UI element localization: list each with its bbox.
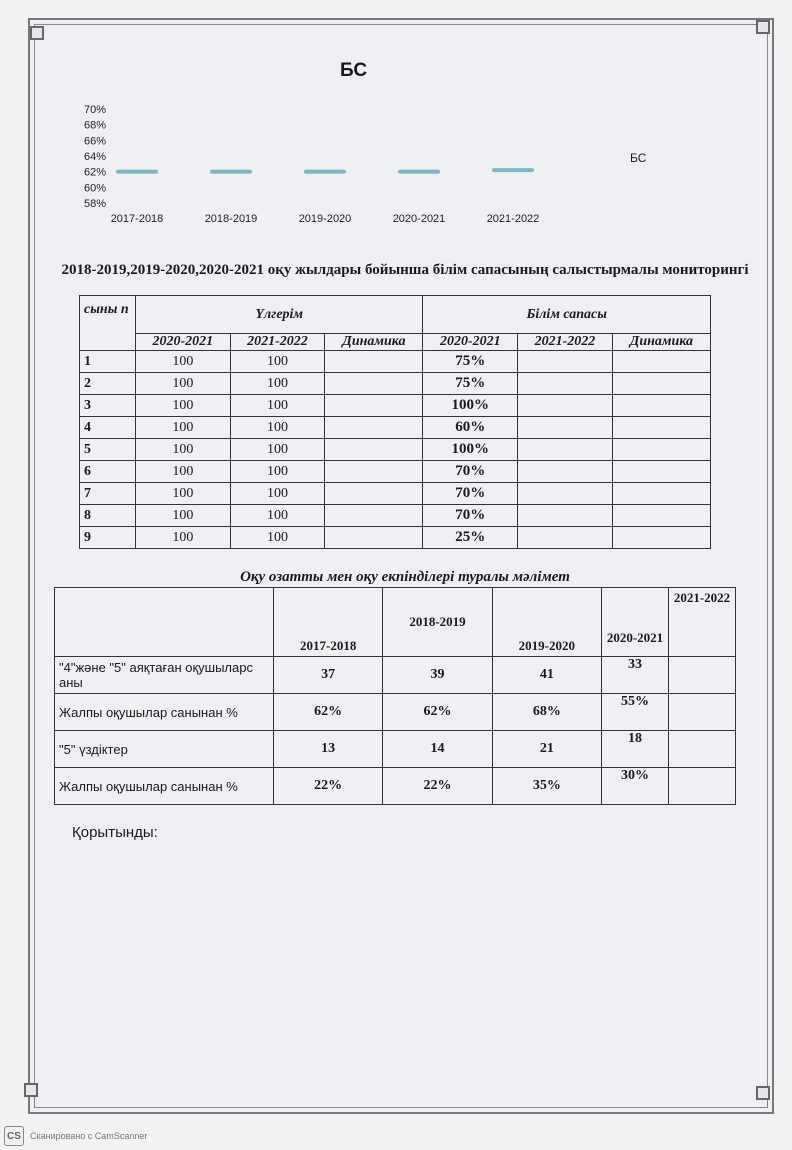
sub-header: 2021-2022 [518,334,613,351]
table-cell [325,483,423,505]
table2-title: Оқу озатты мен оқу екпінділері туралы мәлімет [240,569,570,585]
sub-header: 2020-2021 [136,334,231,351]
table-cell: 100 [230,461,325,483]
scanner-text: Сканировано с CamScanner [30,1131,148,1141]
table-cell: 6 [80,461,136,483]
table-cell: 100 [230,505,325,527]
table-cell: 100 [136,527,231,549]
table-cell: 70% [423,461,518,483]
table-cell: 100 [136,461,231,483]
year-header: 2020-2021 [602,588,669,657]
table-cell: 37 [274,657,383,694]
table-cell: 22% [274,768,383,805]
table-cell: 18 [602,731,669,768]
table-cell: 25% [423,527,518,549]
table-cell: 100 [230,439,325,461]
table-cell [612,505,710,527]
table-cell [612,351,710,373]
year-header: 2018-2019 [383,588,492,657]
table-cell: 100 [136,351,231,373]
table-cell [612,461,710,483]
x-tick-label: 2021-2022 [486,213,540,225]
table-cell [325,505,423,527]
table-cell [612,483,710,505]
col-class-header: сыны п [80,296,136,351]
row-label: Жалпы оқушылар санынан % [55,768,274,805]
table-cell: 4 [80,417,136,439]
chart-title: БС [340,60,368,81]
table-row [80,461,711,483]
table-cell: 70% [423,483,518,505]
table-cell: 100 [136,505,231,527]
y-tick-label: 62% [84,166,107,179]
x-tick-label: 2017-2018 [110,213,164,225]
table-cell: 55% [602,694,669,731]
table-cell: 9 [80,527,136,549]
year-header: 2019-2020 [492,588,601,657]
x-tick-label: 2019-2020 [298,213,352,225]
sheet-corner [756,20,770,34]
table-row [55,768,736,805]
table-cell [325,439,423,461]
table-cell [612,527,710,549]
x-tick-label: 2018-2019 [204,213,258,225]
year-header: 2021-2022 [669,588,736,657]
table-cell: 75% [423,351,518,373]
table-cell [612,373,710,395]
group-quality-header: Білім сапасы [423,296,711,334]
table-cell: 8 [80,505,136,527]
sheet-corner [30,26,44,40]
table-cell [518,483,613,505]
table-cell: 100% [423,395,518,417]
table-cell: 100 [230,527,325,549]
quality-monitoring-table [79,295,711,549]
y-tick-label: 70% [84,104,107,116]
sheet-corner [756,1086,770,1100]
table-row [80,483,711,505]
table-row [80,439,711,461]
sub-header: 2020-2021 [423,334,518,351]
table-cell: 68% [492,694,601,731]
table-cell: 41 [492,657,601,694]
table-cell: 1 [80,351,136,373]
table-cell: 35% [492,768,601,805]
table-cell: 100 [230,373,325,395]
table-cell [518,439,613,461]
table-cell: 39 [383,657,492,694]
table-cell: 21 [492,731,601,768]
table-cell: 100 [230,483,325,505]
table-cell: 5 [80,439,136,461]
table-row [80,417,711,439]
x-tick-label: 2020-2021 [392,213,446,225]
table-cell: 100 [136,439,231,461]
table-cell [669,694,736,731]
table-row [55,731,736,768]
row-label: "5" үздіктер [55,731,274,768]
table-cell [518,505,613,527]
group-performance-header: Үлгерім [136,296,423,334]
row-label: "4"және "5" аяқтаған оқушыларс аны [55,657,274,694]
table-cell: 7 [80,483,136,505]
sub-header: 2021-2022 [230,334,325,351]
sheet-corner [24,1083,38,1097]
row-label: Жалпы оқушылар санынан % [55,694,274,731]
table-cell: 14 [383,731,492,768]
table-cell: 75% [423,373,518,395]
table-cell: 100 [230,395,325,417]
table-cell [518,351,613,373]
table1-title: 2018-2019,2019-2020,2020-2021 оқу жылдары бойынша білім сапасының салыстырмалы мониторингі [61,262,749,278]
table-cell: 60% [423,417,518,439]
table-cell [325,351,423,373]
table-cell: 22% [383,768,492,805]
y-tick-label: 60% [84,182,107,195]
empty-header-cell [55,588,274,657]
table-row [80,373,711,395]
table-cell: 100 [230,417,325,439]
table-cell [612,395,710,417]
table-cell: 33 [602,657,669,694]
table-row [55,694,736,731]
table-row [80,395,711,417]
camscanner-logo-icon: CS [4,1126,24,1146]
table-row [80,527,711,549]
table-row [80,505,711,527]
table-cell: 100% [423,439,518,461]
table-row [55,657,736,694]
year-header: 2017-2018 [274,588,383,657]
table-cell: 62% [274,694,383,731]
table-cell: 13 [274,731,383,768]
table-cell [669,657,736,694]
y-tick-label: 68% [84,119,107,132]
table-cell [518,395,613,417]
table-cell: 2 [80,373,136,395]
conclusion-label: Қорытынды: [72,824,158,841]
excellent-students-table [54,587,736,805]
chart-legend: БС [630,151,647,165]
bs-chart [70,95,590,235]
table-cell: 100 [136,483,231,505]
table-cell [325,527,423,549]
scanner-footer [4,1126,147,1146]
table-cell [325,417,423,439]
table-cell [612,439,710,461]
table-cell [325,461,423,483]
table-cell [612,417,710,439]
table-row [80,351,711,373]
y-tick-label: 64% [84,151,107,163]
table-cell: 100 [136,417,231,439]
y-tick-label: 66% [84,135,107,148]
table-cell [518,527,613,549]
table-cell: 100 [230,351,325,373]
table-cell [669,768,736,805]
sub-header: Динамика [325,334,423,351]
table-cell [325,373,423,395]
table-cell: 62% [383,694,492,731]
table-cell [518,373,613,395]
y-tick-label: 58% [84,198,107,210]
table-cell: 30% [602,768,669,805]
table-cell [518,461,613,483]
table-cell [518,417,613,439]
table-cell [325,395,423,417]
table-cell: 100 [136,395,231,417]
sub-header: Динамика [612,334,710,351]
table-cell: 100 [136,373,231,395]
table-cell [669,731,736,768]
table-cell: 3 [80,395,136,417]
table-cell: 70% [423,505,518,527]
